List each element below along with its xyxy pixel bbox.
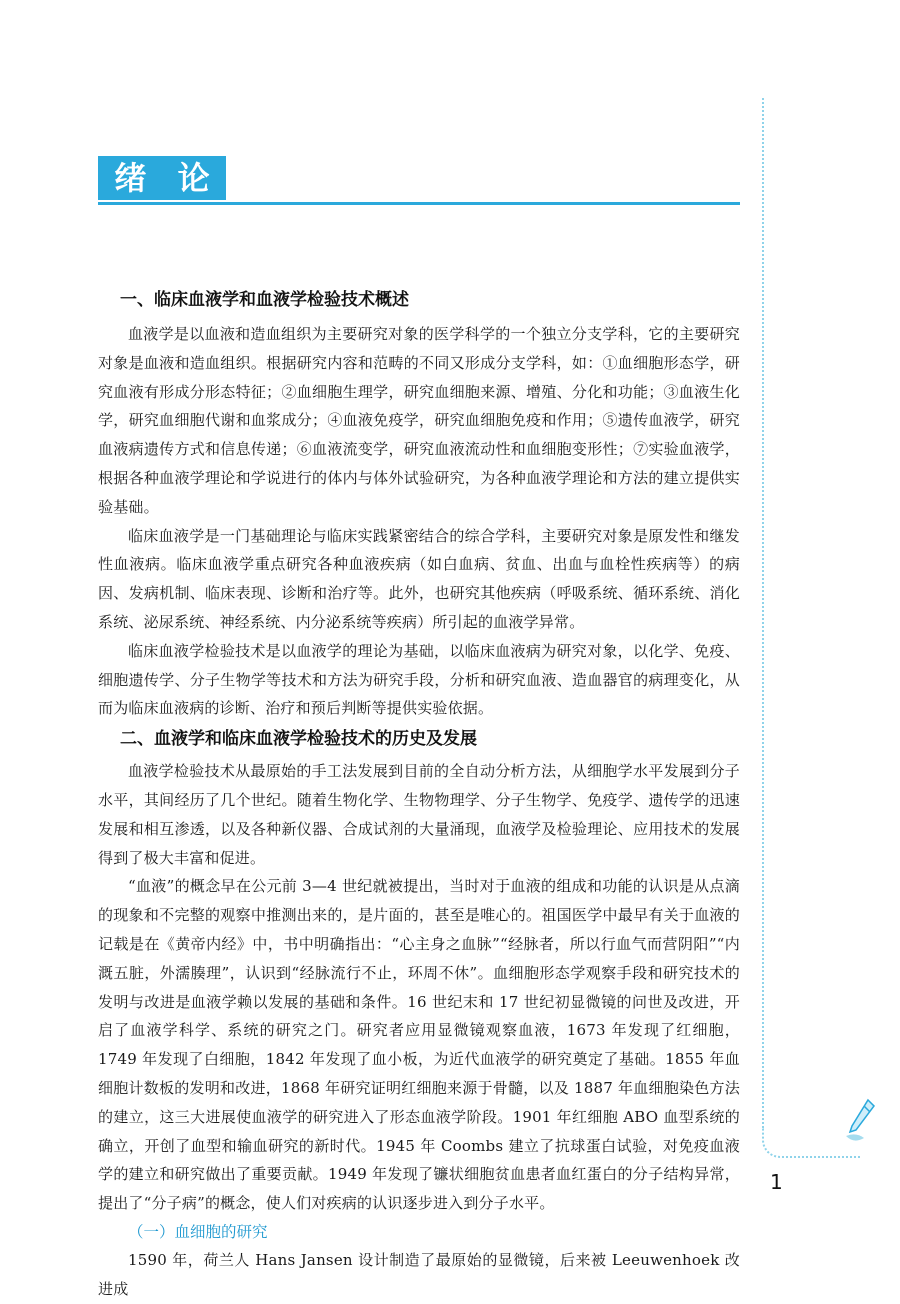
- subsection-heading: （一）血细胞的研究: [128, 1222, 268, 1241]
- main-content: [98, 284, 740, 1304]
- paragraph: 1590 年，荷兰人 Hans Jansen 设计制造了最原始的显微镜，后来被 Leeuwenhoek 改进成: [98, 1250, 740, 1298]
- section-heading: 二、血液学和临床血液学检验技术的历史及发展: [120, 729, 477, 750]
- paragraph: “血液”的概念早在公元前 3—4 世纪就被提出，当时对于血液的组成和功能的认识是从点滴的现象和不完整的观察中推测出来的，是片面的，甚至是唯心的。祖国医学中最早有关于血液的记载是在《黄帝内经》中，书中明确指出：“心主身之血脉”“经脉者，所以行血气而营阴阳”“内溉五脏，外濡腠理”，认识到“经脉流行不止，环周不休”。血细胞形态学观察手段和研究技术的发明与改进是血液学赖以发展的基础和条件。16 世纪末和 17 世纪初显微镜的问世及改进，开启了血液学科学、系统的研究之门。研究者应用显微镜观察血液，1673 年发现了红细胞，1749 年发现了白细胞，1842 年发现了血小板，为近代血液学的研究奠定了基础。1855 年血细胞计数板的发明和改进，1868 年研究证明红细胞来源于骨髓，以及 1887 年血细胞染色方法的建立，这三大进展使血液学的研究进入了形态血液学阶段。1901 年红细胞 ABO 血型系统的确立，开创了血型和输血研究的新时代。1945 年 Coombs 建立了抗球蛋白试验，对免疫血液学的建立和研究做出了重要贡献。1949 年发现了镰状细胞贫血患者血红蛋白的分子结构异常，提出了“分子病”的概念，使人们对疾病的认识逐步进入到分子水平。: [98, 877, 740, 1213]
- section-heading: 一、临床血液学和血液学检验技术概述: [120, 290, 409, 310]
- decorative-dotted-border: [762, 98, 764, 1128]
- paragraph: 血液学是以血液和造血组织为主要研究对象的医学科学的一个独立分支学科，它的主要研究对象是血液和造血组织。根据研究内容和范畴的不同又形成分支学科，如：①血细胞形态学，研究血液有形成分形态特征；②血细胞生理学，研究血细胞来源、增殖、分化和功能；③血液生化学，研究血细胞代谢和血浆成分；④血液免疫学，研究血细胞免疫和作用；⑤遗传血液学，研究血液病遗传方式和信息传递；⑥血液流变学，研究血液流动性和血细胞变形性；⑦实验血液学，根据各种血液学理论和学说进行的体内与体外试验研究，为各种血液学理论和方法的建立提供实验基础。: [98, 325, 740, 516]
- page-number: 1: [770, 1170, 783, 1194]
- paragraph: 临床血液学是一门基础理论与临床实践紧密结合的综合学科，主要研究对象是原发性和继发性血液病。临床血液学重点研究各种血液疾病（如白血病、贫血、出血与血栓性疾病等）的病因、发病机制、临床表现、诊断和治疗等。此外，也研究其他疾病（呼吸系统、循环系统、消化系统、泌尿系统、神经系统、内分泌系统等疾病）所引起的血液学异常。: [98, 526, 740, 631]
- chapter-underline: [98, 202, 740, 205]
- paragraph: 血液学检验技术从最原始的手工法发展到目前的全自动分析方法，从细胞学水平发展到分子水平，其间经历了几个世纪。随着生物化学、生物物理学、分子生物学、免疫学、遗传学的迅速发展和相互渗透，以及各种新仪器、合成试剂的大量涌现，血液学及检验理论、应用技术的发展得到了极大丰富和促进。: [98, 762, 740, 867]
- pen-icon: [842, 1098, 876, 1146]
- paragraph: 临床血液学检验技术是以血液学的理论为基础，以临床血液病为研究对象，以化学、免疫、细胞遗传学、分子生物学等技术和方法为研究手段，分析和研究血液、造血器官的病理变化，从而为临床血液病的诊断、治疗和预后判断等提供实验依据。: [98, 641, 740, 718]
- chapter-title: 绪 论: [98, 156, 226, 200]
